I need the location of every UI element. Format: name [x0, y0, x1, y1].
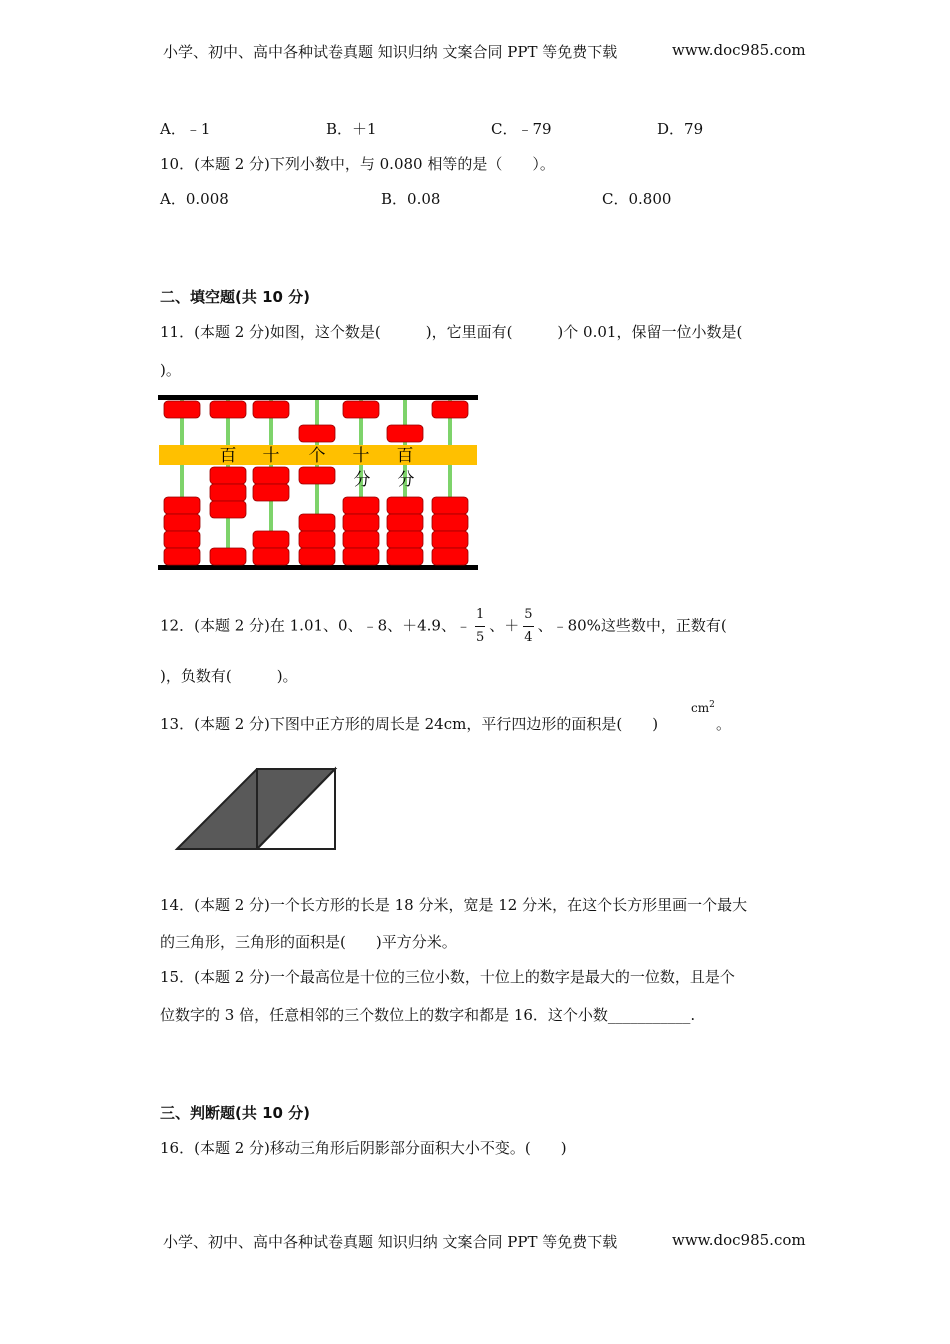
numerator: 1 — [475, 604, 485, 627]
abacus-bead — [210, 401, 246, 418]
abacus-bead — [253, 467, 289, 484]
abacus-bead — [343, 514, 379, 531]
abacus-bead — [343, 401, 379, 418]
abacus-bottom-frame — [158, 565, 478, 570]
abacus-bead — [432, 514, 468, 531]
abacus-bead — [387, 425, 423, 442]
abacus-bead — [253, 401, 289, 418]
q13-unit — [691, 700, 715, 715]
q15-line2: 位数字的 3 倍，任意相邻的三个数位上的数字和都是 16．这个小数___________. — [160, 1006, 696, 1024]
q9-option-b: B．＋1 — [326, 120, 377, 138]
abacus-top-frame — [158, 395, 478, 400]
header-url[interactable]: www.doc985.com — [672, 41, 806, 59]
abacus-label: 十 — [352, 446, 370, 466]
section-3-heading: 三、判断题(共 10 分) — [160, 1104, 311, 1122]
q13-end: 。 — [716, 715, 732, 733]
abacus-label: 百 — [396, 446, 414, 466]
fraction-5-4 — [523, 604, 533, 649]
q13-text: 13．(本题 2 分)下图中正方形的周长是 24cm，平行四边形的面积是( ) — [160, 715, 659, 733]
q12-line2: )，负数有( )。 — [160, 667, 298, 685]
abacus-bead — [387, 497, 423, 514]
abacus-bead — [299, 548, 335, 565]
abacus-sublabel: 分 — [397, 470, 415, 490]
q9-option-a: A．﹣1 — [160, 120, 211, 138]
abacus-bead — [253, 531, 289, 548]
q12-text-b: 、＋ — [489, 616, 520, 635]
abacus-bead — [210, 548, 246, 565]
abacus-bead — [210, 501, 246, 518]
q10-option-b: B．0.08 — [381, 190, 441, 208]
abacus-bead — [164, 401, 200, 418]
abacus-label: 个 — [308, 446, 326, 466]
q11-line2: )。 — [160, 361, 181, 379]
abacus-bead — [387, 531, 423, 548]
q10-stem: 10．(本题 2 分)下列小数中，与 0.080 相等的是（ ）。 — [160, 155, 555, 173]
abacus-label: 百 — [219, 446, 237, 466]
q9-option-c: C．﹣79 — [491, 120, 552, 138]
abacus-bead — [432, 497, 468, 514]
numerator: 5 — [523, 604, 533, 627]
abacus-bead — [299, 531, 335, 548]
abacus-bead — [299, 425, 335, 442]
abacus-bead — [253, 548, 289, 565]
abacus-bead — [343, 548, 379, 565]
abacus-bead — [387, 514, 423, 531]
header-text: 小学、初中、高中各种试卷真题 知识归纳 文案合同 PPT 等免费下载 — [163, 43, 618, 61]
abacus-bead — [432, 401, 468, 418]
denominator: 5 — [475, 630, 485, 645]
abacus-bead — [164, 531, 200, 548]
footer-text: 小学、初中、高中各种试卷真题 知识归纳 文案合同 PPT 等免费下载 — [163, 1233, 618, 1251]
q14-line2: 的三角形，三角形的面积是( )平方分米。 — [160, 933, 457, 951]
abacus-bead — [299, 467, 335, 484]
section-2-heading: 二、填空题(共 10 分) — [160, 288, 311, 306]
q10-option-a: A．0.008 — [160, 190, 229, 208]
abacus-bead — [210, 484, 246, 501]
abacus-sublabel: 分 — [353, 470, 371, 490]
abacus-bead — [343, 497, 379, 514]
q9-option-d: D．79 — [657, 120, 704, 138]
unit-cm: cm — [691, 701, 710, 715]
q10-option-c: C．0.800 — [602, 190, 672, 208]
abacus-bead — [432, 548, 468, 565]
denominator: 4 — [524, 630, 533, 645]
footer-url[interactable]: www.doc985.com — [672, 1231, 806, 1249]
q15-line1: 15．(本题 2 分)一个最高位是十位的三位小数，十位上的数字是最大的一位数，且是个 — [160, 968, 735, 986]
abacus-figure — [158, 393, 478, 573]
unit-exponent: 2 — [709, 700, 715, 710]
q16-text: 16．(本题 2 分)移动三角形后阴影部分面积大小不变。( ) — [160, 1139, 567, 1157]
abacus-bead — [164, 548, 200, 565]
q14-line1: 14．(本题 2 分)一个长方形的长是 18 分米，宽是 12 分米，在这个长方形里画一个最大 — [160, 896, 748, 914]
abacus-bead — [210, 467, 246, 484]
abacus-bead — [387, 548, 423, 565]
parallelogram-figure — [170, 762, 342, 856]
q12-line1 — [160, 604, 727, 649]
abacus-bead — [299, 514, 335, 531]
abacus-bead — [253, 484, 289, 501]
abacus-bead — [432, 531, 468, 548]
fraction-1-5 — [475, 604, 485, 649]
q12-text-a: 12．(本题 2 分)在 1.01、0、﹣8、＋4.9、﹣ — [160, 616, 471, 635]
abacus-bead — [343, 531, 379, 548]
q11-line1: 11．(本题 2 分)如图，这个数是( )，它里面有( )个 0.01，保留一位小数是( — [160, 323, 743, 341]
q12-text-c: 、﹣80%这些数中，正数有( — [537, 616, 727, 635]
abacus-label: 十 — [262, 446, 280, 466]
abacus-bead — [164, 497, 200, 514]
abacus-bead — [164, 514, 200, 531]
